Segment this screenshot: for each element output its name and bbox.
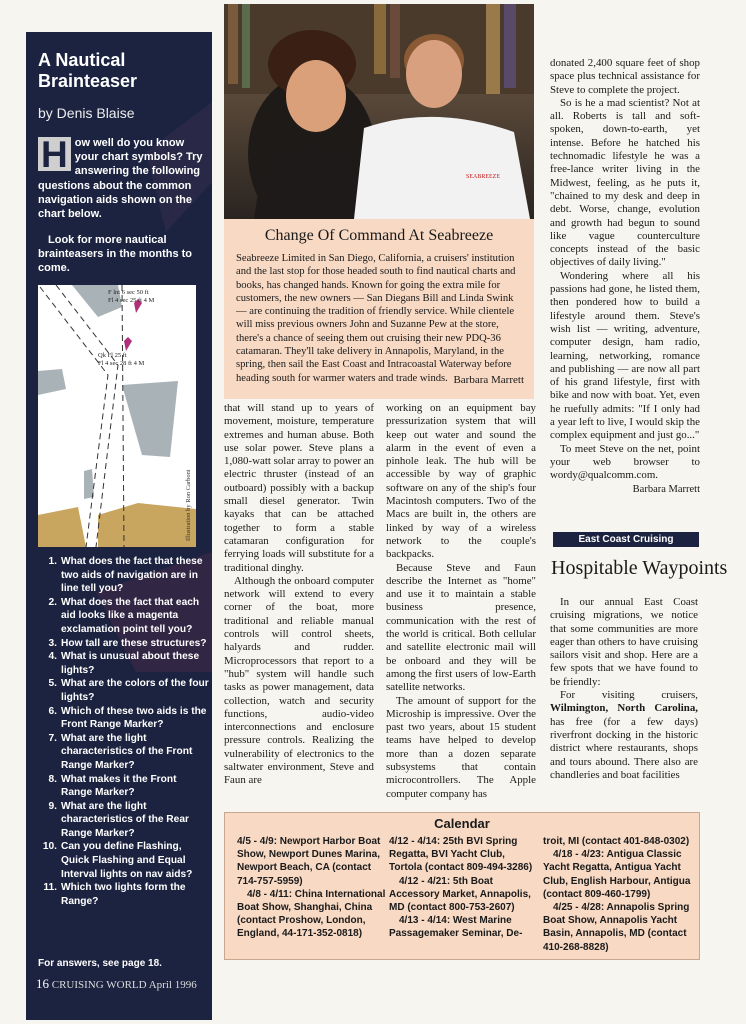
calendar-entry: 4/5 - 4/9: Newport Harbor Boat Show, Newport Dunes Marina, Newport Beach, CA (contact 714-757-5959): [237, 836, 381, 887]
question-item: 8. What makes it the Front Range Marker?: [48, 773, 177, 799]
paragraph: So is he a mad scientist? Not at all. Roberts is tall and soft-spoken, down-to-earth, yet intense. Before he hatched his technomadic lifestyle he was a free-lance writer living in the Midwest, feeling, as he puts it, "chained to my desk and deep in debt. Worse, change, evolution and growth had begun to sound like vague counterculture concepts instead of the basic objectives of daily living.": [550, 96, 700, 269]
section-tag: East Coast Cruising: [553, 532, 699, 547]
brainteaser-sidebar: [26, 32, 212, 1020]
paragraph: The amount of support for the Microship is impressive. Over the past two years, about 15 student teams have helped to develop more than a dozen separate subsystems that contain microcontrollers. The Apple computer company has: [386, 694, 536, 800]
calendar-entry: 4/8 - 4/11: China International Boat Show, Shanghai, China (contact Proshow, London, England, 44-171-352-0818): [237, 888, 386, 940]
calendar-entry: 4/12 - 4/14: 25th BVI Spring Regatta, BVI Yacht Club, Tortola (contact 809-494-3286): [389, 836, 533, 874]
calendar-title: Calendar: [434, 816, 490, 831]
seabreeze-sidebox: [224, 219, 534, 399]
chart-credit: Illustration by Ron Carboni: [185, 469, 192, 541]
paragraph: Wondering where all his passions had gone, he listed them, then pondered how to build a lifestyle around them. Steve's wish list — writing, adventure, computer design, ham radio, learning, networking, romance and publishing — are now all part of his grand lifestyle, first with bike and now with boat. Yet, even he ruefully admits: "If I only had a year left to live, I would skip the complex equipment and just go...": [550, 269, 700, 442]
article-author: Barbara Marrett: [632, 483, 700, 495]
article-column-1: [224, 402, 374, 788]
paragraph: donated 2,400 square feet of shop space plus technical assistance for Steve to complete the project.: [550, 57, 700, 96]
question-item: 6. Which of these two aids is the Front Range Marker?: [48, 705, 207, 731]
page-folio: [36, 976, 197, 992]
paragraph: Because Steve and Faun describe the Internet as "home" and use it to maintain a stable business presence, communication with the rest of the world is critical. Both cellular and satellite electronic mail will be onboard and they will be among the first users of low-Earth satellite networks.: [386, 561, 536, 694]
photo-shirt-logo: SEABREEZE: [466, 174, 500, 180]
east-coast-body: [550, 596, 698, 782]
sidebar-title: A Nautical Brainteaser: [38, 50, 138, 91]
chart-shoal: [38, 369, 66, 395]
sidebar-more-text: Look for more nautical brainteasers in the months to come.: [38, 234, 193, 275]
article-column-2: [386, 402, 536, 801]
chart-label-2b: Fl 4 sec 28 ft 4 M: [98, 360, 145, 367]
question-item: 3. How tall are these structures?: [48, 637, 207, 649]
question-item: 11. Which two lights form the Range?: [43, 882, 186, 907]
sidebar-intro: [38, 136, 208, 221]
answers-note: For answers, see page 18.: [38, 958, 162, 969]
range-marker: [124, 337, 132, 351]
calendar-column-3: [543, 835, 693, 954]
calendar-entry: troit, MI (contact 401-848-0302): [543, 836, 690, 847]
calendar-column-1: [237, 835, 387, 941]
question-item: 5. What are the colors of the four lights?: [48, 678, 209, 703]
question-list: [40, 555, 210, 908]
sidebox-title: Change Of Command At Seabreeze: [264, 227, 494, 244]
calendar-entry: 4/13 - 4/14: West Marine Passagemaker Seminar, De-: [389, 915, 523, 940]
paragraph: Although the onboard computer network will extend to every corner of the boat, more traditional and reliable manual controls will control sheets, halyards and rudder. Microprocessors that report to a "hub" system will handle such tasks as power management, data collection, watch and security functions, audio-video interconnections and enclosure pressure controls. Realizing the vulnerability of electronics to the saltwater environment, Steve and Faun are: [224, 574, 374, 787]
chart-label-1a: F lnt 6 sec 50 ft: [108, 289, 149, 296]
question-item: 7. What are the light characteristics of the Front Range Marker?: [48, 732, 193, 771]
paragraph: To meet Steve on the net, point your web browser to wordy@qualcomm.com.: [550, 442, 700, 482]
channel-line: [56, 285, 118, 547]
question-item: 4. What is unusual about these lights?: [48, 651, 200, 676]
chart-shoal: [122, 381, 178, 457]
place-name: Wilmington, North Carolina,: [550, 702, 698, 715]
paragraph: that will stand up to years of movement, moisture, temperature extremes and human abuse. Both use solar power. Steve plans a 1,080-watt solar array to power an electric thruster (instead of an outboard) possibly with a backup small diesel generator. Twin kayaks that can be attached together to form a stable catamaran configuration for ferrying loads will substitute for a traditional dinghy.: [224, 402, 374, 574]
chart-land: [98, 503, 196, 547]
folio-text: CRUISING WORLD April 1996: [51, 979, 197, 991]
calendar-entry: 4/18 - 4/23: Antigua Classic Yacht Regatta, Antigua Yacht Club, English Harbour, Antigua (contact 809-460-1799): [543, 849, 691, 900]
paragraph: For visiting cruisers, Wilmington, North Carolina, has free (for a few days) riverfront docking in the historic district where restaurants, shops and tours abound. There also are chandleries and boat facilities: [550, 689, 698, 781]
sidebox-body: Seabreeze Limited in San Diego, California, a cruisers' institution and the last stop for those headed south to find nautical charts and books, has changed hands. Known for going the extra mile for customers, the new owners — San Diegans Bill and Linda Swink — are continuing the tradition of friendly service. While clientele will miss previous owners John and Suzanne Pew at the store, there's a chance of seeing them out cruising their new PDQ-36 catamaran. They'll take delivery in Annapolis, Maryland, in the spring, then sail the East Coast and Intracoastal Waterway before heading south for warmer waters and trade winds.: [236, 253, 516, 384]
calendar-column-2: [389, 835, 539, 941]
chart-land: [38, 507, 86, 547]
chart-label-2a: Qk Fl 25 ft: [98, 352, 127, 359]
calendar-box: [224, 812, 700, 960]
article-headline: Hospitable Waypoints: [551, 557, 728, 579]
sidebar-intro-text: ow well do you know your chart symbols? Try answering the following questions about the common navigation aids shown on the chart below.: [38, 137, 203, 221]
nautical-chart-illustration: [38, 285, 196, 547]
article-column-3: [550, 57, 700, 496]
owners-photo: [224, 4, 534, 219]
calendar-entry: 4/25 - 4/28: Annapolis Spring Boat Show, Annapolis Yacht Basin, Annapolis, MD (contact 410-268-8828): [543, 902, 690, 953]
sidebox-author: Barbara Marrett: [453, 374, 524, 386]
sidebar-byline: by Denis Blaise: [38, 105, 135, 121]
drop-cap: H: [38, 137, 71, 171]
question-item: 10. Can you define Flashing, Quick Flashing and Equal Interval lights on nav aids?: [42, 841, 193, 880]
paragraph: In our annual East Coast cruising migrations, we notice that some communities are more eager than others to have cruising sailors visit and shop. Here are a few spots that we have found to be friendly:: [550, 596, 698, 688]
chart-label-1b: Fl 4 sec 25 ft 4 M: [108, 297, 155, 304]
page-number: 16: [36, 976, 49, 991]
calendar-entry: 4/12 - 4/21: 5th Boat Accessory Market, Annapolis, MD (contact 800-753-2607): [389, 875, 531, 914]
paragraph: working on an equipment bay pressurization system that will keep out water and sound the alarm in the event of even a pinhole leak. The hub will be accessible by way of graphic software on any of the ship's four Macintosh computers. Two of the Macs are built in, the others are linked by way of a wireless network to the couple's backpacks.: [386, 402, 536, 561]
chart-svg: [38, 285, 196, 547]
question-item: 1. What does the fact that these two aids of navigation are in line tell you?: [48, 556, 203, 595]
question-item: 2. What does the fact that each aid looks like a magenta exclamation point tell you?: [48, 596, 200, 635]
photo-illustration: [224, 4, 534, 219]
question-item: 9. What are the light characteristics of the Rear Range Marker?: [48, 800, 189, 839]
